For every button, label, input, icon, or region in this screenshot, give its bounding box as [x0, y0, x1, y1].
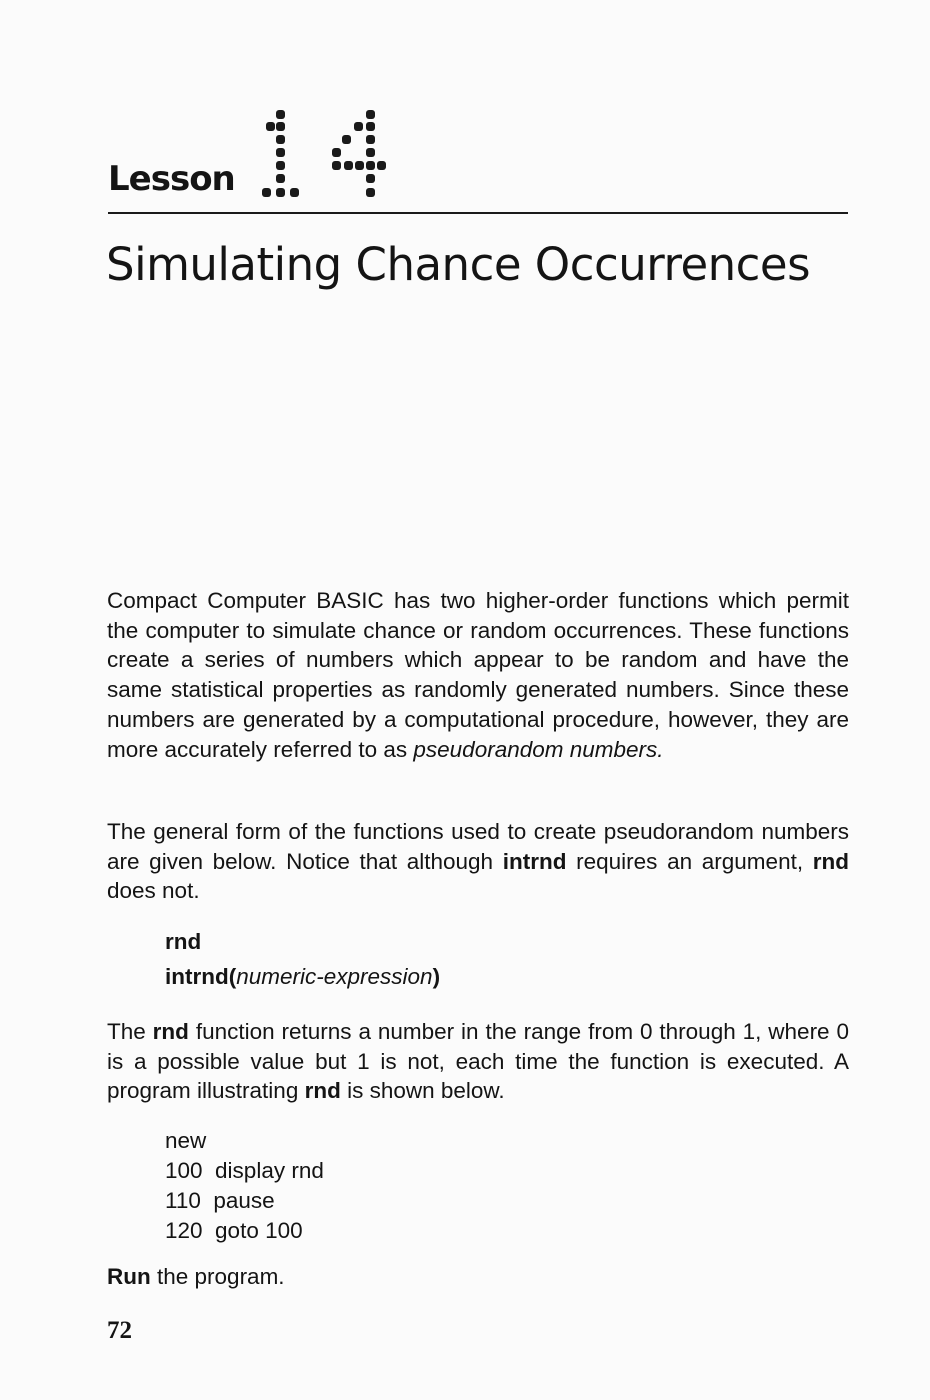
program-line: 100 display rnd — [165, 1158, 324, 1183]
lesson-title: Simulating Chance Occurrences — [106, 238, 811, 291]
digit-4-dots — [332, 110, 386, 197]
syntax-rnd: rnd — [165, 929, 202, 954]
digit-1-dots — [262, 110, 299, 197]
lesson-number-dot-matrix — [256, 108, 396, 202]
lesson-label: Lesson — [108, 159, 235, 199]
header-divider — [108, 212, 848, 214]
run-text: the program. — [150, 1264, 285, 1289]
program-line: 110 pause — [165, 1188, 275, 1213]
keyword-intrnd: intrnd — [502, 848, 567, 874]
paragraph-text: is shown below. — [340, 1078, 505, 1104]
syntax-intrnd-argument: numeric-expression — [236, 964, 433, 989]
run-instruction — [107, 1266, 285, 1289]
paragraph-text: requires an argument, — [566, 848, 813, 874]
paragraph-text: does not. — [107, 878, 200, 904]
keyword-rnd: rnd — [304, 1078, 341, 1104]
italic-term: pseudorandom numbers. — [413, 736, 664, 762]
paragraph-intro-text: Compact Computer BASIC has two higher-order functions which permit the computer to simulate chance or random occurrences. These functions create a series of numbers which appear to be random and have the same statistical properties as randomly generated numbers. Since these numbers are generated by a computational procedure, however, they are more accurately referred to as — [107, 588, 849, 762]
page-number: 72 — [107, 1317, 132, 1344]
program-line: 120 goto 100 — [165, 1218, 303, 1243]
run-keyword: Run — [107, 1264, 151, 1289]
paragraph-text: function returns a number in the range from 0 through 1, where 0 is a possible value but 1 is not, each time the function is executed. A program illustrating — [107, 1019, 849, 1104]
paragraph-text: The — [107, 1019, 153, 1044]
paragraph-rnd-description — [107, 1017, 849, 1106]
paragraph-intro — [107, 586, 849, 764]
keyword-rnd: rnd — [812, 848, 849, 874]
syntax-intrnd — [165, 966, 440, 989]
program-line: new — [165, 1128, 207, 1153]
keyword-rnd: rnd — [152, 1019, 189, 1044]
paragraph-general-form — [107, 817, 849, 906]
program-listing — [165, 1126, 324, 1246]
syntax-intrnd-close: ) — [432, 964, 441, 989]
syntax-intrnd-name: intrnd( — [165, 964, 237, 989]
paragraph-text: The general form of the functions used to create pseudorandom numbers are given below. Notice that although — [107, 819, 849, 874]
